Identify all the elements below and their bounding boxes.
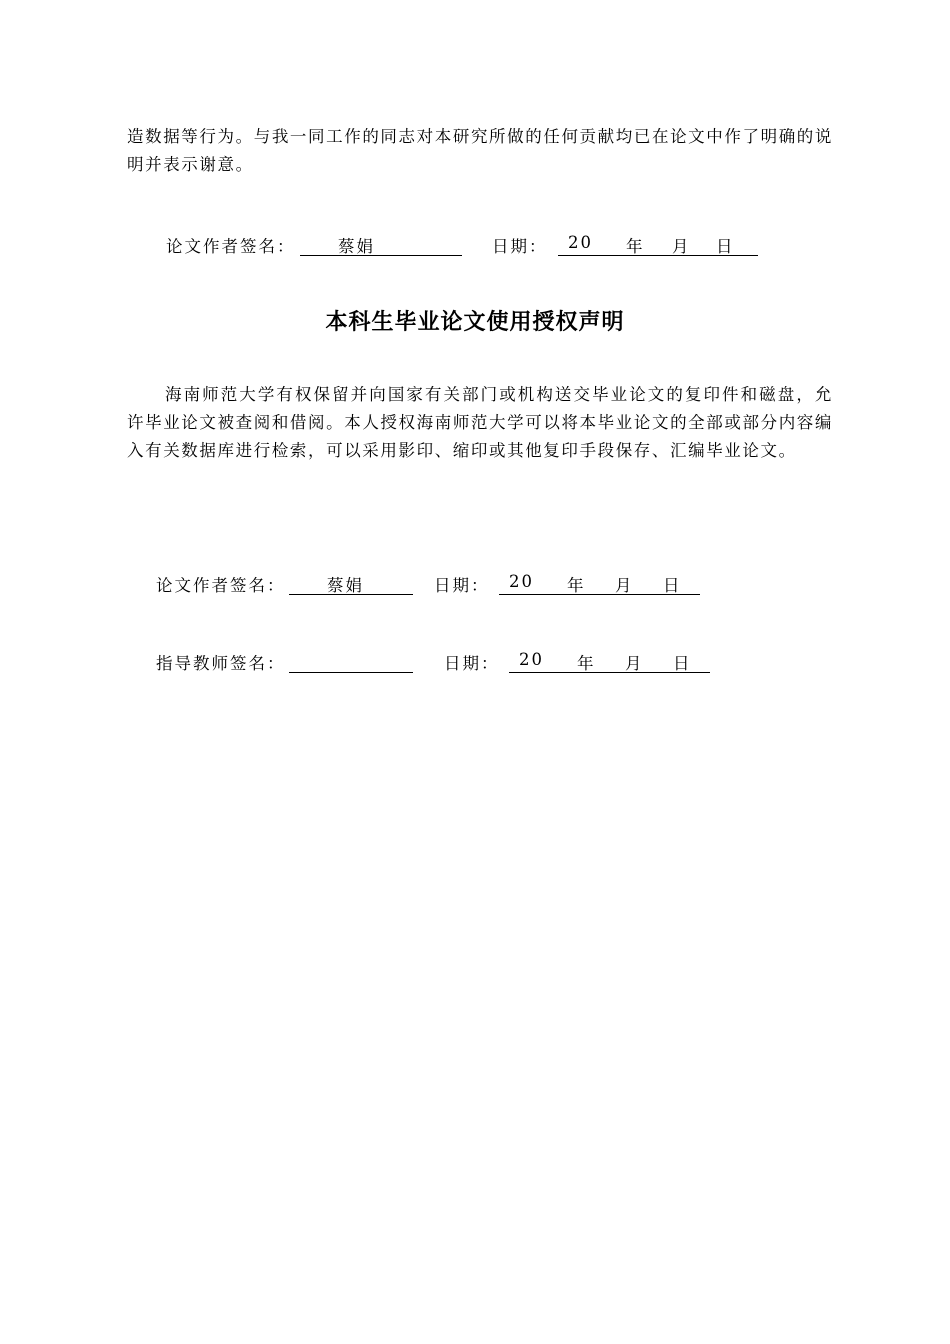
day-label: 日 — [663, 576, 682, 595]
author-name: 蔡娟 — [338, 237, 375, 256]
date-label: 日期： — [434, 576, 490, 595]
author-signature-line — [156, 572, 716, 596]
date-field — [499, 572, 700, 595]
year-label: 年 — [577, 654, 596, 673]
day-label: 日 — [673, 654, 692, 673]
authorization-title: 本科生毕业论文使用授权声明 — [325, 310, 625, 335]
date-field — [558, 233, 758, 256]
year-prefix: 20 — [568, 233, 593, 252]
year-prefix: 20 — [519, 650, 544, 669]
date-label: 日期： — [444, 654, 500, 673]
month-label: 月 — [625, 654, 644, 673]
signature-field — [300, 233, 462, 256]
author-name: 蔡娟 — [327, 576, 364, 595]
year-label: 年 — [626, 237, 645, 256]
authorization-paragraph: 海南师范大学有权保留并向国家有关部门或机构送交毕业论文的复印件和磁盘，允许毕业论文被查阅和借阅。本人授权海南师范大学可以将本毕业论文的全部或部分内容编入有关数据库进行检索，可以采用影印、缩印或其他复印手段保存、汇编毕业论文。 — [127, 385, 833, 460]
declaration-paragraph-tail: 造数据等行为。与我一同工作的同志对本研究所做的任何贡献均已在论文中作了明确的说明并表示谢意。 — [127, 127, 833, 174]
date-label: 日期： — [492, 237, 548, 256]
date-field — [509, 650, 710, 673]
signature-label: 论文作者签名： — [166, 237, 296, 256]
year-prefix: 20 — [509, 572, 534, 591]
signature-label: 指导教师签名： — [156, 654, 286, 673]
month-label: 月 — [672, 237, 691, 256]
signature-label: 论文作者签名： — [156, 576, 286, 595]
declaration-signature-line — [166, 233, 766, 257]
year-label: 年 — [567, 576, 586, 595]
day-label: 日 — [716, 237, 735, 256]
signature-field — [289, 650, 413, 673]
signature-field — [289, 572, 413, 595]
advisor-signature-line — [156, 650, 726, 674]
month-label: 月 — [615, 576, 634, 595]
